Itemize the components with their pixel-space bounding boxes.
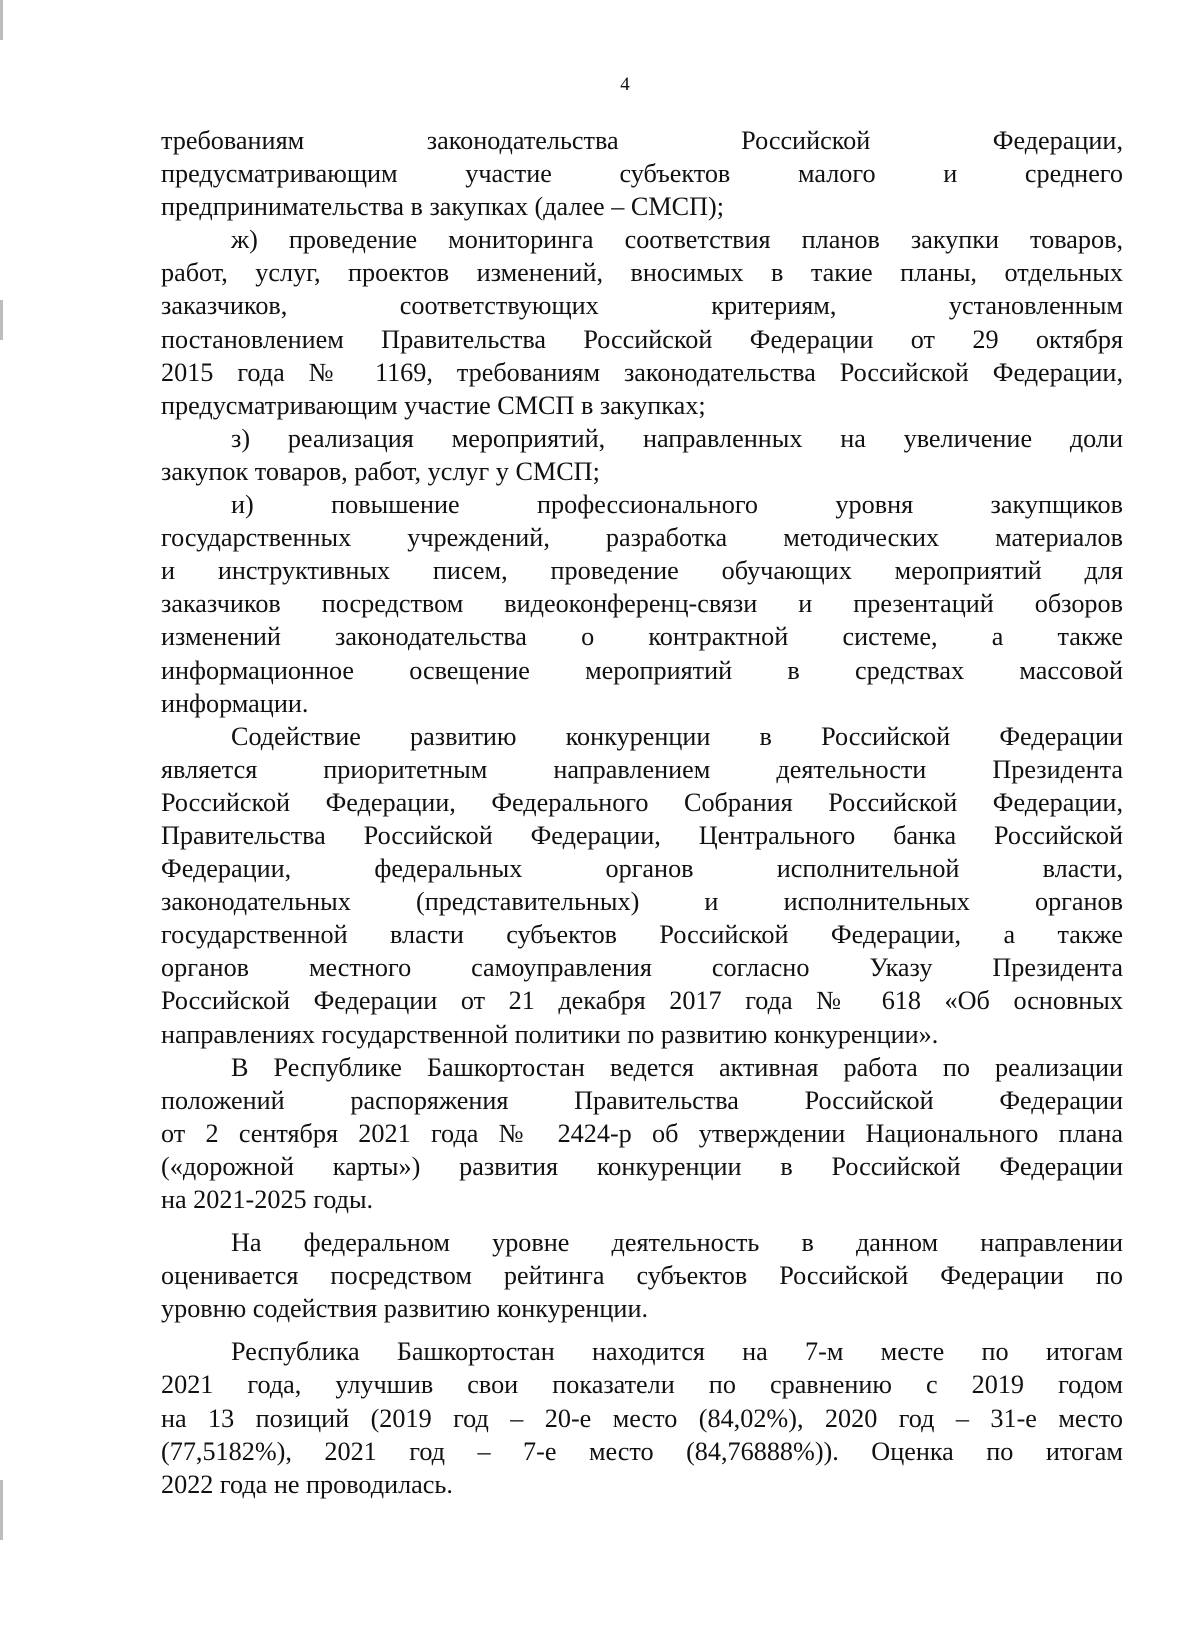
text-line: является приоритетным направлением деятельности Президента bbox=[161, 754, 1123, 784]
text-line: 2021 года, улучшив свои показатели по сравнению с 2019 годом bbox=[161, 1370, 1123, 1400]
text-line: постановлением Правительства Российской Федерации от 29 октября bbox=[161, 324, 1123, 354]
text-line: Российской Федерации, Федерального Собрания Российской Федерации, bbox=[161, 787, 1123, 817]
text-line: государственной власти субъектов Российской Федерации, а также bbox=[161, 920, 1123, 950]
text-line: На федеральном уровне деятельность в данном направлении bbox=[231, 1228, 1123, 1258]
text-line: информации. bbox=[161, 688, 309, 718]
text-line: положений распоряжения Правительства Российской Федерации bbox=[161, 1085, 1123, 1115]
text-line: Правительства Российской Федерации, Центрального банка Российской bbox=[161, 820, 1123, 850]
text-line: 2015 года № 1169, требованиям законодательства Российской Федерации, bbox=[161, 357, 1123, 387]
page-number: 4 bbox=[620, 74, 630, 95]
scan-edge-mark bbox=[0, 300, 3, 340]
text-line: информационное освещение мероприятий в средствах массовой bbox=[161, 655, 1123, 685]
paragraph-gap bbox=[161, 1216, 1123, 1226]
text-line: 2022 года не проводилась. bbox=[161, 1469, 453, 1499]
text-line: законодательных (представительных) и исполнительных органов bbox=[161, 887, 1123, 917]
text-line: Российской Федерации от 21 декабря 2017 года № 618 «Об основных bbox=[161, 986, 1123, 1016]
paragraph-gap bbox=[161, 1325, 1123, 1335]
text-line: з) реализация мероприятий, направленных на увеличение доли bbox=[231, 423, 1123, 453]
text-line: В Республике Башкортостан ведется активная работа по реализации bbox=[231, 1052, 1123, 1082]
text-line: на 13 позиций (2019 год – 20-е место (84,02%), 2020 год – 31-е место bbox=[161, 1403, 1123, 1433]
text-line: предпринимательства в закупках (далее – СМСП); bbox=[161, 192, 724, 222]
text-line: ж) проведение мониторинга соответствия планов закупки товаров, bbox=[231, 225, 1123, 255]
text-line: Республика Башкортостан находится на 7-м месте по итогам bbox=[231, 1337, 1123, 1367]
text-line: заказчиков посредством видеоконференц-связи и презентаций обзоров bbox=[161, 589, 1123, 619]
text-line: требованиям законодательства Российской Федерации, bbox=[161, 126, 1123, 155]
text-line: направлениях государственной политики по развитию конкуренции». bbox=[161, 1019, 939, 1049]
text-line: на 2021-2025 годы. bbox=[161, 1185, 374, 1214]
text-line: и инструктивных писем, проведение обучающих мероприятий для bbox=[161, 556, 1123, 586]
text-line: предусматривающим участие субъектов малого и среднего bbox=[161, 159, 1123, 189]
text-line: и) повышение профессионального уровня закупщиков bbox=[231, 490, 1123, 520]
text-line: (77,5182%), 2021 год – 7-е место (84,76888%)). Оценка по итогам bbox=[161, 1436, 1123, 1466]
text-line: заказчиков, соответствующих критериям, установленным bbox=[161, 291, 1123, 321]
text-line: государственных учреждений, разработка методических материалов bbox=[161, 523, 1123, 553]
text-line: предусматривающим участие СМСП в закупках; bbox=[161, 390, 706, 420]
scan-edge-mark bbox=[0, 0, 3, 40]
text-line: оценивается посредством рейтинга субъектов Российской Федерации по bbox=[161, 1261, 1123, 1291]
text-line: закупок товаров, работ, услуг у СМСП; bbox=[161, 456, 600, 486]
text-line: Содействие развитию конкуренции в Российской Федерации bbox=[231, 721, 1123, 751]
scan-edge-mark bbox=[0, 1480, 3, 1540]
text-line: от 2 сентября 2021 года № 2424-р об утверждении Национального плана bbox=[161, 1118, 1123, 1148]
text-line: уровню содействия развитию конкуренции. bbox=[161, 1294, 649, 1324]
text-line: («дорожной карты») развития конкуренции в Российской Федерации bbox=[161, 1151, 1123, 1181]
text-line: органов местного самоуправления согласно Указу Президента bbox=[161, 953, 1123, 983]
text-line: изменений законодательства о контрактной системе, а также bbox=[161, 622, 1123, 652]
text-line: работ, услуг, проектов изменений, вносимых в такие планы, отдельных bbox=[161, 258, 1123, 288]
document-body bbox=[161, 124, 1123, 1501]
text-line: Федерации, федеральных органов исполнительной власти, bbox=[161, 854, 1123, 884]
